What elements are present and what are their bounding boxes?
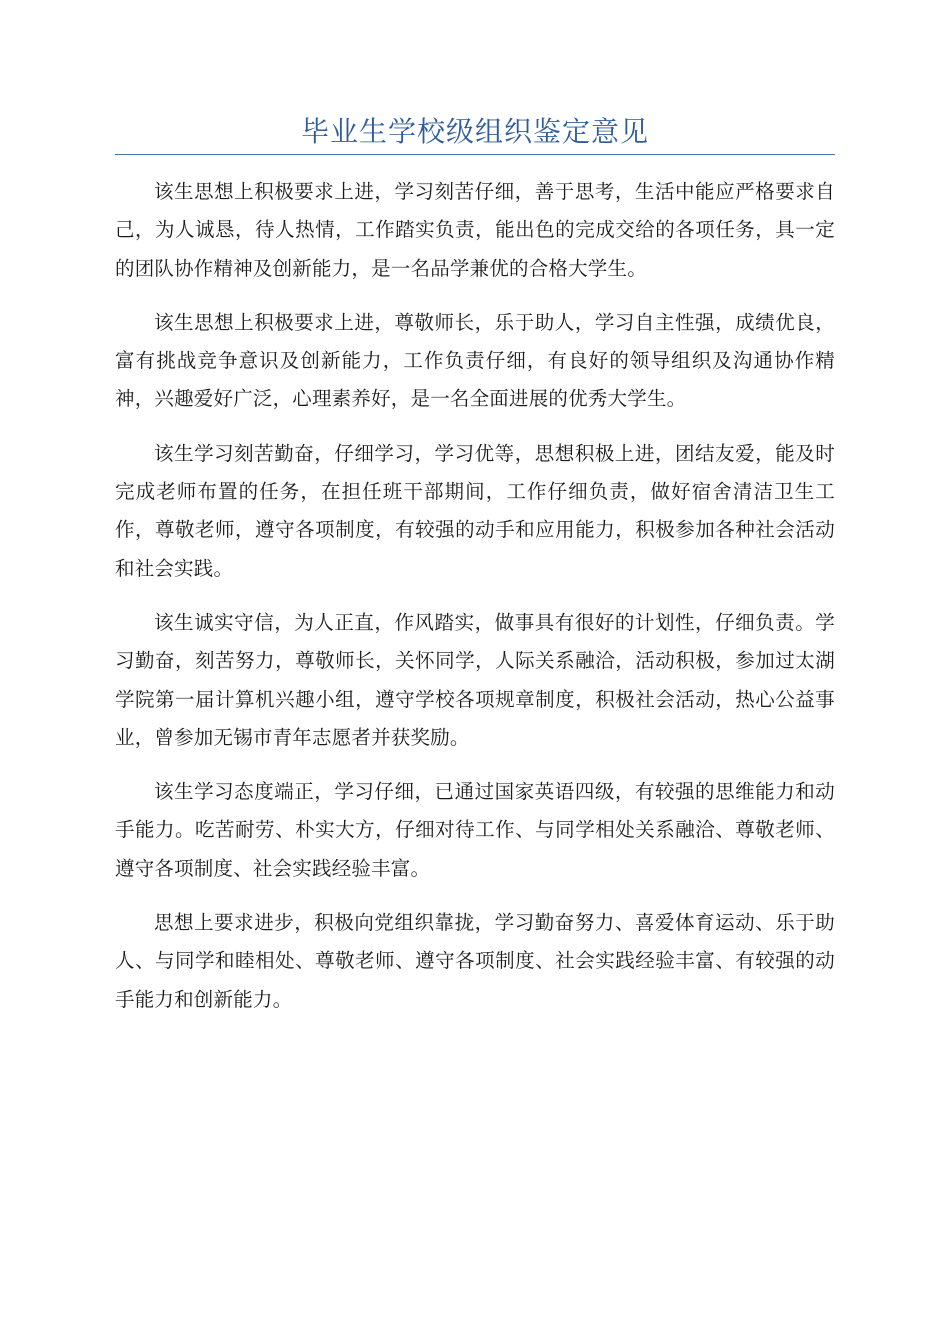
paragraph-4: 该生诚实守信，为人正直，作风踏实，做事具有很好的计划性，仔细负责。学习勤奋，刻苦努力，尊敬师长，关怀同学，人际关系融洽，活动积极，参加过太湖学院第一届计算机兴趣小组，遵守学校各项规章制度，积极社会活动，热心公益事业，曾参加无锡市青年志愿者并获奖励。 xyxy=(115,610,835,749)
title-underline xyxy=(115,154,835,155)
paragraph-5: 该生学习态度端正，学习仔细，已通过国家英语四级，有较强的思维能力和动手能力。吃苦耐劳、朴实大方，仔细对待工作、与同学相处关系融洽、尊敬老师、遵守各项制度、社会实践经验丰富。 xyxy=(115,780,835,880)
document-title: 毕业生学校级组织鉴定意见 xyxy=(300,115,649,148)
paragraph-1: 该生思想上积极要求上进，学习刻苦仔细，善于思考，生活中能应严格要求自己，为人诚恳，待人热情，工作踏实负责，能出色的完成交给的各项任务，具一定的团队协作精神及创新能力，是一名品学兼优的合格大学生。 xyxy=(115,180,835,280)
paragraph-6: 思想上要求进步，积极向党组织靠拢，学习勤奋努力、喜爱体育运动、乐于助人、与同学和睦相处、尊敬老师、遵守各项制度、社会实践经验丰富、有较强的动手能力和创新能力。 xyxy=(115,911,835,1011)
document-body xyxy=(115,173,835,1035)
paragraph-3: 该生学习刻苦勤奋，仔细学习，学习优等，思想积极上进，团结友爱，能及时完成老师布置的任务，在担任班干部期间，工作仔细负责，做好宿舍清洁卫生工作，尊敬老师，遵守各项制度，有较强的动手和应用能力，积极参加各种社会活动和社会实践。 xyxy=(115,441,835,580)
paragraph-2: 该生思想上积极要求上进，尊敬师长，乐于助人，学习自主性强，成绩优良，富有挑战竞争意识及创新能力，工作负责仔细，有良好的领导组织及沟通协作精神，兴趣爱好广泛，心理素养好，是一名全面进展的优秀大学生。 xyxy=(115,310,835,411)
